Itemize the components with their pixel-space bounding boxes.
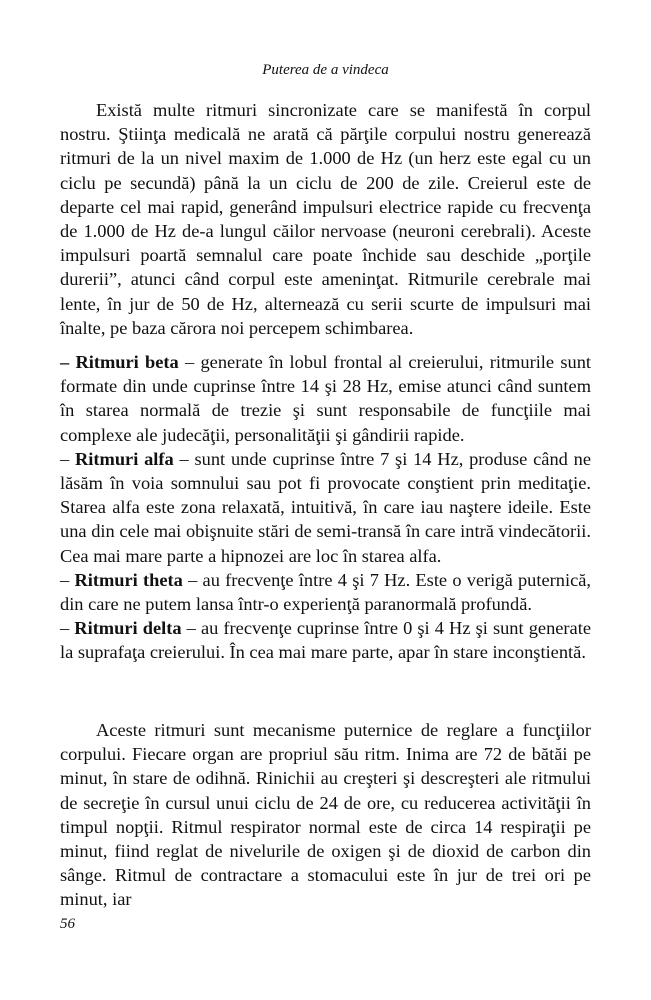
rhythm-term-beta: Ritmuri beta (75, 352, 179, 372)
rhythm-dash: – (60, 352, 76, 372)
rhythm-desc-alfa: – sunt unde cuprinse între 7 şi 14 Hz, produse când ne lăsăm în voia somnului sau pot fi provocate conştient prin meditaţie. Starea alfa este zona relaxată, intuitivă, în care iau naştere ideile. Este una din cele mai obişnuite stări de semi-transă în care intră vindecătorii. Cea mai mare parte a hipnozei are loc în starea alfa. (60, 448, 591, 566)
rhythm-dash: – (60, 618, 75, 639)
intro-section (60, 98, 591, 340)
page-number: 56 (60, 916, 75, 932)
rhythm-item-beta (60, 350, 591, 447)
rhythm-desc-beta: – generate în lobul frontal al creierului, ritmurile sunt formate din unde cuprinse între 14 şi 28 Hz, emise atunci când suntem în starea normală de trezie şi sunt responsabile de funcţiile mai complexe ale judecăţii, personalităţii şi gândirii rapide. (60, 352, 591, 445)
rhythm-term-theta: Ritmuri theta (74, 569, 183, 590)
rhythm-dash: – (60, 448, 75, 469)
closing-paragraph: Aceste ritmuri sunt mecanisme puternice de reglare a funcţiilor corpului. Fiecare organ are propriul său ritm. Inima are 72 de bătăi pe minut, în stare de odihnă. Rinichii au creşteri şi descreşteri ale ritmului de secreţie în cursul unui ciclu de 24 de ore, cu reducerea activităţii în timpul nopţii. Ritmul respirator normal este de circa 14 respiraţii pe minut, fiind reglat de nivelurile de oxigen şi de dioxid de carbon din sânge. Ritmul de contractare a stomacului este în jur de trei ori pe minut, iar (60, 720, 591, 910)
rhythm-desc-delta: – au frecvenţe cuprinse între 0 şi 4 Hz şi sunt generate la suprafaţa creierului. În cea mai mare parte, apar în stare inconştientă. (60, 618, 591, 663)
closing-section (60, 718, 591, 912)
rhythm-item-delta (60, 616, 591, 664)
rhythm-item-theta (60, 568, 591, 616)
rhythm-dash: – (60, 569, 75, 590)
rhythm-term-alfa: Ritmuri alfa (74, 448, 174, 469)
rhythm-term-delta: Ritmuri delta (74, 618, 182, 639)
rhythm-item-alfa (60, 447, 591, 568)
rhythm-desc-theta: – au frecvenţe între 4 şi 7 Hz. Este o verigă puternică, din care ne putem lansa într-o experienţă paranormală profundă. (60, 569, 591, 615)
intro-paragraph: Există multe ritmuri sincronizate care se manifestă în corpul nostru. Ştiinţa medicală ne arată că părţile corpului nostru generează ritmuri de la un nivel maxim de 1.000 de Hz (un herz este egal cu un ciclu pe secundă) până la un ciclu de 200 de zile. Creierul este de departe cel mai rapid, generând impulsuri electrice rapide cu frecvenţa de 1.000 de Hz de-a lungul căilor nervoase (neuroni cerebrali). Aceste impulsuri poartă semnalul care poate închide sau deschide „porţile durerii”, atunci când corpul este ameninţat. Ritmurile cerebrale mai lente, în jur de 50 de Hz, alternează cu serii scurte de impulsuri mai înalte, pe baza cărora noi percepem schimbarea. (60, 100, 591, 338)
rhythm-list (60, 350, 591, 665)
running-header: Puterea de a vindeca (262, 62, 389, 78)
